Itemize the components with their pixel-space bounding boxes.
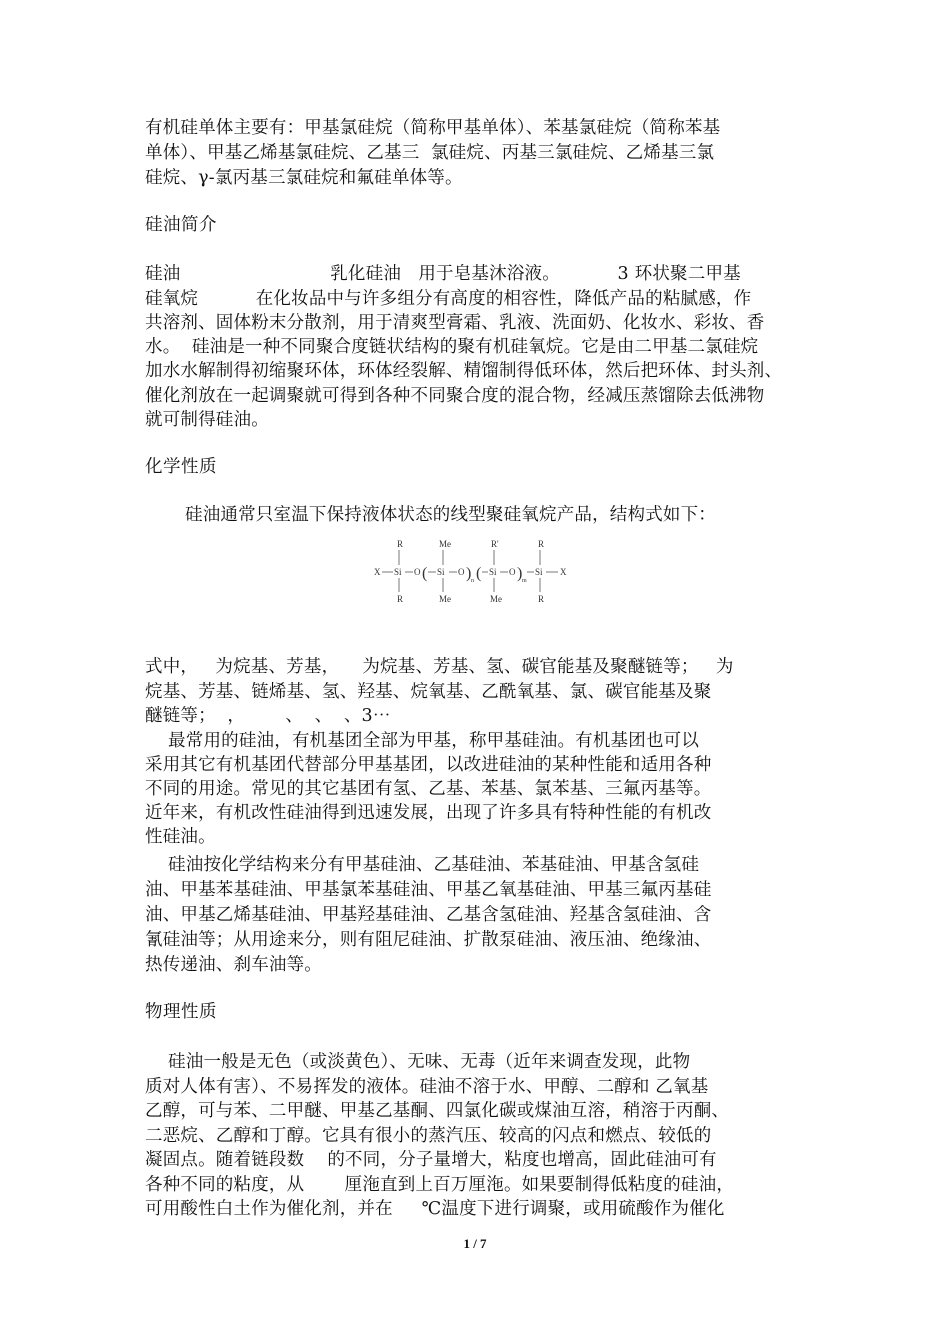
paren-glyph: ( bbox=[422, 565, 428, 582]
formula-label: X bbox=[560, 567, 567, 577]
paragraph-line: 凝固点。随着链段数 的不同，分子量增大，粘度也增高，固此硅油可有 bbox=[145, 1150, 717, 1170]
paragraph-line: 可用酸性白土作为催化剂，并在 ℃温度下进行调聚，或用硫酸作为催化 bbox=[145, 1199, 725, 1219]
formula-label: Si bbox=[437, 567, 445, 577]
paren-glyph: ) bbox=[466, 565, 472, 582]
formula-label: Me bbox=[439, 594, 451, 604]
paragraph-line: 醚链等； ， 、 、 、3⋯ bbox=[145, 706, 391, 726]
paragraph-line: 共溶剂、固体粉末分散剂，用于清爽型膏霜、乳液、洗面奶、化妆水、彩妆、香 bbox=[145, 313, 765, 333]
formula-label: m bbox=[522, 578, 527, 584]
formula-label: O bbox=[414, 567, 421, 577]
paragraph-line: 油、甲基乙烯基硅油、甲基羟基硅油、乙基含氢硅油、羟基含氢硅油、含 bbox=[145, 905, 712, 925]
paragraph-line: 硅油按化学结构来分有甲基硅油、乙基硅油、苯基硅油、甲基含氢硅 bbox=[145, 855, 700, 875]
paragraph-line: 水。 硅油是一种不同聚合度链状结构的聚有机硅氧烷。它是由二甲基二氯硅烷 bbox=[145, 337, 759, 357]
paragraph-line: 性硅油。 bbox=[145, 827, 216, 847]
intro-line: 单体）、甲基乙烯基氯硅烷、乙基三 氯硅烷、丙基三氯硅烷、乙烯基三氯 bbox=[145, 143, 715, 163]
intro-line: 有机硅单体主要有：甲基氯硅烷（简称甲基单体）、苯基氯硅烷（简称苯基 bbox=[145, 118, 721, 138]
paragraph-line: 最常用的硅油，有机基团全部为甲基，称甲基硅油。有机基团也可以 bbox=[145, 731, 700, 751]
paragraph-line: 近年来，有机改性硅油得到迅速发展，出现了许多具有特种性能的有机改 bbox=[145, 803, 712, 823]
paragraph-line: 乙醇，可与苯、二甲醚、甲基乙基酮、四氯化碳或煤油互溶，稍溶于丙酮、 bbox=[145, 1101, 730, 1121]
formula-label: O bbox=[458, 567, 465, 577]
structural-formula bbox=[370, 538, 580, 606]
formula-label: Si bbox=[394, 567, 402, 577]
paragraph-line: 质对人体有害）、不易挥发的液体。硅油不溶于水、甲醇、二醇和 乙氧基 bbox=[145, 1077, 709, 1097]
paragraph-line: 油、甲基苯基硅油、甲基氯苯基硅油、甲基乙氧基硅油、甲基三氟丙基硅 bbox=[145, 880, 712, 900]
paragraph-line: 热传递油、刹车油等。 bbox=[145, 955, 322, 975]
section-heading-chemical-properties: 化学性质 bbox=[145, 457, 217, 477]
paren-glyph: ) bbox=[517, 565, 523, 582]
paragraph-line: 烷基、芳基、链烯基、氢、羟基、烷氧基、乙酰氧基、氯、碳官能基及聚 bbox=[145, 682, 712, 702]
formula-label: Si bbox=[535, 567, 543, 577]
page-number: 1 / 7 bbox=[463, 1236, 487, 1251]
paragraph-line: 就可制得硅油。 bbox=[145, 410, 269, 430]
paragraph-line: 催化剂放在一起调聚就可得到各种不同聚合度的混合物，经减压蒸馏除去低沸物 bbox=[145, 386, 765, 406]
paragraph-line: 不同的用途。常见的其它基团有氢、乙基、苯基、氯苯基、三氟丙基等。 bbox=[145, 779, 712, 799]
formula-label: R bbox=[538, 539, 545, 549]
formula-label: R' bbox=[491, 539, 499, 549]
paragraph-line: 硅油一般是无色（或淡黄色）、无味、无毒（近年来调查发现，此物 bbox=[145, 1052, 691, 1072]
formula-label: X bbox=[374, 567, 381, 577]
formula-label: Me bbox=[439, 539, 451, 549]
paragraph-line: 氰硅油等；从用途来分，则有阻尼硅油、扩散泵硅油、液压油、绝缘油、 bbox=[145, 930, 712, 950]
formula-label: R bbox=[397, 539, 404, 549]
formula-label: R bbox=[397, 594, 404, 604]
section-heading-silicone-intro: 硅油简介 bbox=[145, 215, 217, 235]
paragraph-line: 二恶烷、乙醇和丁醇。它具有很小的蒸汽压、较高的闪点和燃点、较低的 bbox=[145, 1126, 712, 1146]
section-heading-physical-properties: 物理性质 bbox=[145, 1002, 217, 1022]
formula-label: Si bbox=[489, 567, 497, 577]
paragraph-line: 式中， 为烷基、芳基， 为烷基、芳基、氢、碳官能基及聚醚链等； 为 bbox=[145, 657, 734, 677]
paragraph-line: 加水水解制得初缩聚环体，环体经裂解、精馏制得低环体，然后把环体、封头剂、 bbox=[145, 361, 783, 381]
formula-label: n bbox=[471, 578, 474, 584]
paragraph-line: 硅油 乳化硅油 用于皂基沐浴液。 3 环状聚二甲基 bbox=[145, 264, 741, 284]
paragraph-line: 硅氧烷 在化妆品中与许多组分有高度的相容性，降低产品的粘腻感，作 bbox=[145, 289, 752, 309]
formula-label: R bbox=[538, 594, 545, 604]
paragraph-line: 采用其它有机基团代替部分甲基基团，以改进硅油的某种性能和适用各种 bbox=[145, 755, 712, 775]
formula-intro-line: 硅油通常只室温下保持液体状态的线型聚硅氧烷产品，结构式如下： bbox=[185, 505, 716, 525]
formula-label: Me bbox=[490, 594, 502, 604]
paren-glyph: ( bbox=[476, 565, 482, 582]
intro-line: 硅烷、γ-氯丙基三氯硅烷和氟硅单体等。 bbox=[145, 168, 463, 188]
paragraph-line: 各种不同的粘度，从 厘沲直到上百万厘沲。如果要制得低粘度的硅油， bbox=[145, 1175, 735, 1195]
formula-label: O bbox=[509, 567, 516, 577]
